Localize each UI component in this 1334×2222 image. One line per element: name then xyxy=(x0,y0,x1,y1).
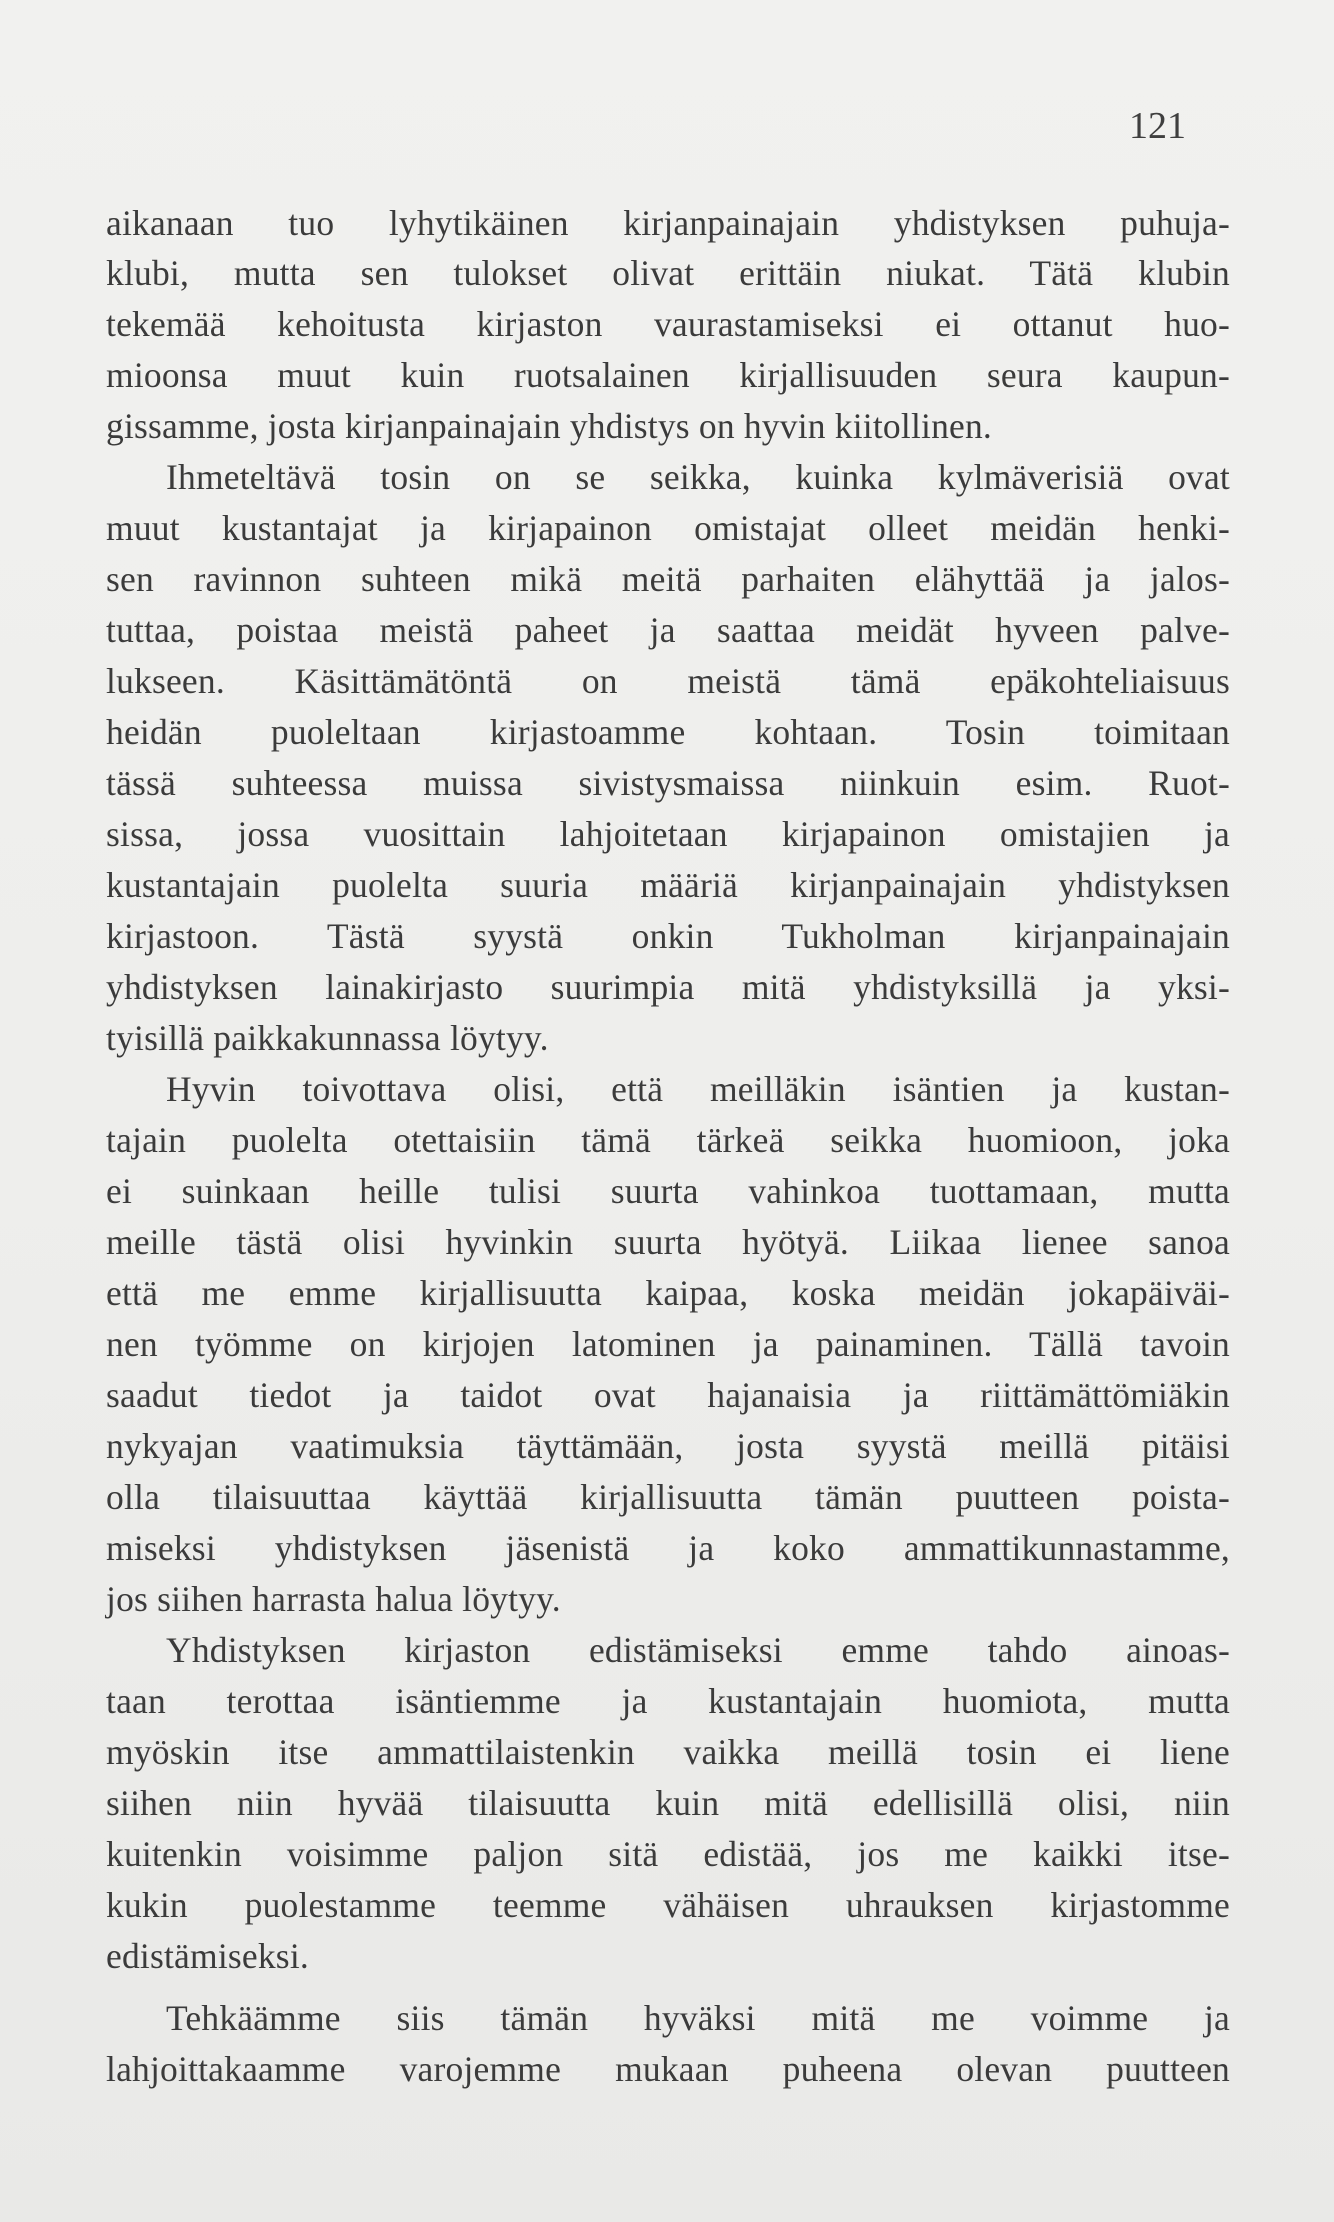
text-line: sen ravinnon suhteen mikä meitä parhaiten elähyttää ja jalos- xyxy=(106,559,1230,599)
text-line: meille tästä olisi hyvinkin suurta hyötyä. Liikaa lienee sanoa xyxy=(106,1222,1230,1262)
text-line: lukseen. Käsittämätöntä on meistä tämä epäkohteliaisuus xyxy=(106,661,1230,701)
text-line: kirjastoon. Tästä syystä onkin Tukholman kirjanpainajain xyxy=(106,916,1230,956)
text-line: jos siihen harrasta halua löytyy. xyxy=(106,1579,561,1619)
text-line: kukin puolestamme teemme vähäisen uhrauksen kirjastomme xyxy=(106,1885,1230,1925)
text-line: Tehkäämme siis tämän hyväksi mitä me voimme ja xyxy=(166,1998,1230,2038)
text-line: tyisillä paikkakunnassa löytyy. xyxy=(106,1018,549,1058)
text-line: sissa, jossa vuosittain lahjoitetaan kirjapainon omistajien ja xyxy=(106,814,1230,854)
text-line: tekemää kehoitusta kirjaston vaurastamiseksi ei ottanut huo- xyxy=(106,304,1230,344)
text-line: lahjoittakaamme varojemme mukaan puheena olevan puutteen xyxy=(106,2049,1230,2089)
text-line: kustantajain puolelta suuria määriä kirjanpainajain yhdistyksen xyxy=(106,865,1230,905)
text-line: tuttaa, poistaa meistä paheet ja saattaa meidät hyveen palve- xyxy=(106,610,1230,650)
text-line: edistämiseksi. xyxy=(106,1936,309,1976)
text-line: siihen niin hyvää tilaisuutta kuin mitä edellisillä olisi, niin xyxy=(106,1783,1230,1823)
text-line: taan terottaa isäntiemme ja kustantajain huomiota, mutta xyxy=(106,1681,1230,1721)
text-line: tajain puolelta otettaisiin tämä tärkeä seikka huomioon, joka xyxy=(106,1120,1230,1160)
text-line: tässä suhteessa muissa sivistysmaissa niinkuin esim. Ruot- xyxy=(106,763,1230,803)
text-line: olla tilaisuuttaa käyttää kirjallisuutta tämän puutteen poista- xyxy=(106,1477,1230,1517)
text-line: myöskin itse ammattilaistenkin vaikka meillä tosin ei liene xyxy=(106,1732,1230,1772)
text-line: muut kustantajat ja kirjapainon omistajat olleet meidän henki- xyxy=(106,508,1230,548)
text-line: nen työmme on kirjojen latominen ja painaminen. Tällä tavoin xyxy=(106,1324,1230,1364)
text-line: miseksi yhdistyksen jäsenistä ja koko ammattikunnastamme, xyxy=(106,1528,1230,1568)
text-line: heidän puoleltaan kirjastoamme kohtaan. Tosin toimitaan xyxy=(106,712,1230,752)
text-line: saadut tiedot ja taidot ovat hajanaisia ja riittämättömiäkin xyxy=(106,1375,1230,1415)
text-line: klubi, mutta sen tulokset olivat erittäin niukat. Tätä klubin xyxy=(106,253,1230,293)
text-line: nykyajan vaatimuksia täyttämään, josta syystä meillä pitäisi xyxy=(106,1426,1230,1466)
text-line: mioonsa muut kuin ruotsalainen kirjallisuuden seura kaupun- xyxy=(106,355,1230,395)
text-line: Ihmeteltävä tosin on se seikka, kuinka kylmäverisiä ovat xyxy=(166,457,1230,497)
text-line: gissamme, josta kirjanpainajain yhdistys on hyvin kiitollinen. xyxy=(106,406,992,446)
text-line: Hyvin toivottava olisi, että meilläkin isäntien ja kustan- xyxy=(166,1069,1230,1109)
text-line: ei suinkaan heille tulisi suurta vahinkoa tuottamaan, mutta xyxy=(106,1171,1230,1211)
text-line: aikanaan tuo lyhytikäinen kirjanpainajain yhdistyksen puhuja- xyxy=(106,203,1230,243)
text-line: kuitenkin voisimme paljon sitä edistää, jos me kaikki itse- xyxy=(106,1834,1230,1874)
page-number: 121 xyxy=(1129,105,1186,147)
text-line: yhdistyksen lainakirjasto suurimpia mitä yhdistyksillä ja yksi- xyxy=(106,967,1230,1007)
text-line: että me emme kirjallisuutta kaipaa, koska meidän jokapäiväi- xyxy=(106,1273,1230,1313)
text-line: Yhdistyksen kirjaston edistämiseksi emme tahdo ainoas- xyxy=(166,1630,1230,1670)
